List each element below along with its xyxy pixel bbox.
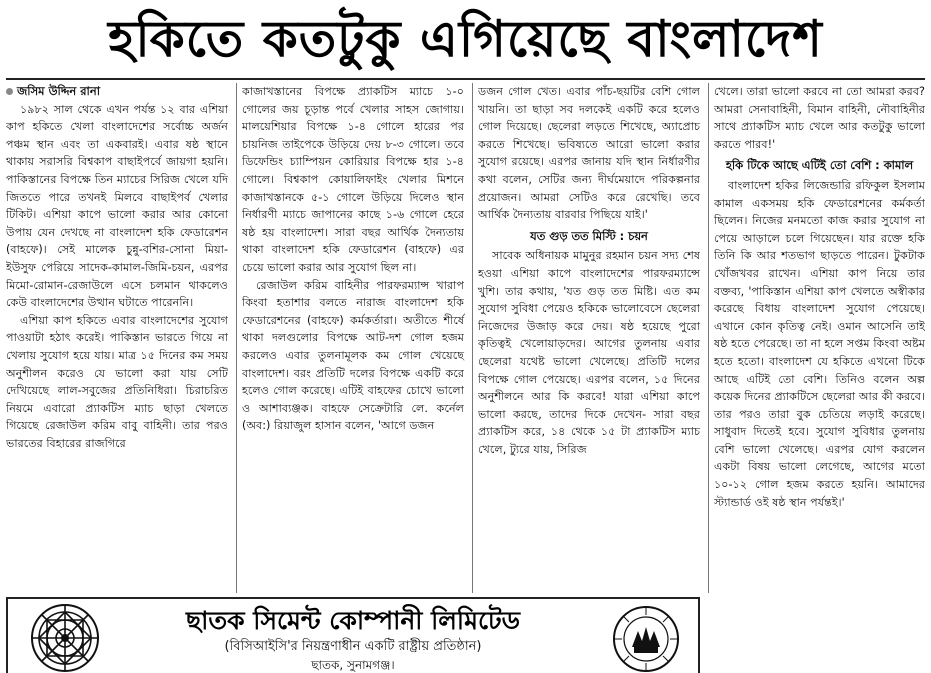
company-logo-icon bbox=[30, 603, 100, 673]
ad-location: ছাতক, সুনামগঞ্জ। bbox=[311, 658, 395, 672]
column-2 bbox=[242, 83, 470, 593]
column-divider bbox=[472, 83, 473, 593]
column-3 bbox=[478, 83, 706, 593]
bullet-icon bbox=[6, 88, 13, 95]
column-4 bbox=[714, 83, 925, 593]
ad-subtitle: (বিসিআইসি'র নিয়ন্ত্রণাধীন একটি রাষ্ট্রীয় প্রতিষ্ঠান) bbox=[224, 639, 482, 654]
paragraph: এশিয়া কাপ হকিতে এবার বাংলাদেশের সুযোগ পাওয়াটা হঠাৎ করেই। পাকিস্তান ভারতে গিয়ে না খেলায় সুযোগ হয়ে যায়। মাত্র ১৫ দিনের কম সময় অনুশীলন করেও যে ভালো করা যায় সেটি দেখিয়েছে লাল-সবুজের প্রতিনিধিরা। চিরাচরিত নিয়মে এবারো প্র্যাকটিস ম্যাচ ছাড়া খেলতে গিয়েছে রেজাউল করিম বাবু বাহিনী। তার পরও ভারতের বিহারের রাজগিরে bbox=[6, 313, 228, 450]
paragraph: ১৯৮২ সাল থেকে এখন পর্যন্ত ১২ বার এশিয়া কাপ হকিতে খেলা বাংলাদেশের সর্বোচ্চ অর্জন পঞ্চম স্থান এবং তা একবারই। এবার ষষ্ঠ স্থানে থাকায় সরাসরি বিশ্বকাপ বাছাইপর্বে জায়গা হয়নি। পাকিস্তানের বিপক্ষে তিন ম্যাচের সিরিজ খেলে যদি জিততে পারে তখনই মিলবে বাছাইপর্ব খেলার টিকিট। এশিয়া কাপে ভালো করার আর কোনো উপায় যেন দেখছে না বাংলাদেশ হকি ফেডারেশন (বাহফে)। সেই মালেক চুন্নু-বশির-সোনা মিয়া-ইউসুফ পেরিয়ে সাদেক-কামাল-জিমি-চয়ন, এরপর মিমো-রোমান-রেজাউলে এসে চলমান থাকলেও কেউ বাংলাদেশের উত্থান ঘটাতে পারেননি। bbox=[6, 102, 228, 310]
headline: হকিতে কতটুকু এগিয়েছে বাংলাদেশ bbox=[108, 10, 823, 68]
advertisement-box bbox=[6, 597, 700, 673]
column-1 bbox=[6, 83, 234, 593]
subheading-choyon: যত গুড় তত মিস্টি : চয়ন bbox=[530, 228, 648, 243]
author-name: জসিম উদ্দিন রানা bbox=[17, 84, 101, 98]
column-divider bbox=[236, 83, 237, 593]
paragraph: কাজাখস্তানের বিপক্ষে প্র্যাকটিস ম্যাচে ১-০ গোলের জয় চূড়ান্ত পর্বে খেলার সাহস জোগায়। মালয়েশিয়ার বিপক্ষে ১-৪ গোলে হারের পর চায়নিজ তাইপেকে উড়িয়ে দেয় ৮-৩ গোলে। তবে ডিফেন্ডিং চ্যাম্পিয়ন কোরিয়ার বিপক্ষে হার ১-৪ গোলে। বিশ্বকাপ কোয়ালিফাইং খেলার মিশনে কাজাখস্তানকে ৫-১ গোলে উড়িয়ে দিলেও স্থান নির্ধারণী ম্যাচে জাপানের কাছে ১-৬ গোলে হেরে ষষ্ঠ হয় বাংলাদেশ। সারা বছর আর্থিক দৈন্যতায় থাকা বাংলাদেশ হকি ফেডারেশন (বাহফে) এর চেয়ে ভালো করার আর সুযোগ ছিল না। bbox=[242, 85, 464, 274]
paragraph: বাংলাদেশ হকির লিজেন্ডারি রফিকুল ইসলাম কামাল একসময় হকি ফেডারেশনের কর্মকর্তা ছিলেন। নিজের মনমতো কাজ করার সুযোগ না পেয়ে আড়ালে চলে গিয়েছেন। যার রক্তে হকি তিনি কি আর শতভাগ ছাড়তে পারেন। টুকটাক খোঁজখবর রাখেন। এশিয়া কাপ নিয়ে তার বক্তব্য, 'পাকিস্তান এশিয়া কাপ খেলতে অস্বীকার করেছে বিধায় বাংলাদেশ সুযোগ পেয়েছে। এখানে কোন কৃতিত্ব নেই। ওমান আসেনি তাই ষষ্ঠ হতে পেরেছে। তা না হলে সপ্তম কিংবা অষ্টম হতে হতো। বাংলাদেশ যে হকিতে এখনো টিকে আছে এটিই তো বেশি। তিনিও বলেন অল্প কয়েক দিনের প্র্যাকটিসে ছেলেরা আর কী করবে। তার পরও তারা বুক চেতিয়ে লড়াই করেছে। সাধুবাদ দিতেই হবে। সুযোগ সুবিধার তুলনায় বেশি ভালো খেলেছে। এরপর যোগ করলেন একটা বিষয় ভালো লেগেছে, আগের মতো ১০-১২ গোল হজম করতে হয়নি। আমাদের স্ট্যান্ডার্ড ওই ষষ্ঠ স্থান পর্যন্তই।' bbox=[714, 178, 925, 509]
byline bbox=[6, 83, 228, 101]
company-seal-icon bbox=[612, 603, 680, 673]
paragraph: খেলে। তারা ভালো করবে না তো আমরা করব? আমরা সেনাবাহিনী, বিমান বাহিনী, নৌবাহিনীর সাথে প্র্যাকটিস ম্যাচ খেলে আর কতটুকু ভালো করতে পারব!' bbox=[714, 85, 925, 151]
article-body bbox=[6, 83, 925, 593]
paragraph: রেজাউল করিম বাহিনীর পারফরম্যান্স খারাপ কিংবা হতাশার বলতে নারাজ বাংলাদেশ হকি ফেডারেশনের (বাহফে) কর্মকর্তারা। অতীতে শীর্ষে থাকা দলগুলোর বিপক্ষে আট-দশ গোল হজম করলেও এবার তুলনামূলক কম গোল খেয়েছে বাংলাদেশ। বরং প্রতিটি দলের বিপক্ষে একটি করে হলেও গোল করেছে। এটিই বাহফের চোখে ভালো ও আশাব্যঞ্জক। বাহফে সেক্রেটারি লে. কর্নেল (অব:) রিয়াজুল হাসান বলেন, 'আগে ডজন bbox=[242, 278, 464, 433]
headline-rule bbox=[6, 78, 925, 80]
paragraph: সাবেক অধিনায়ক মামুনুর রহমান চয়ন সদ্য শেষ হওয়া এশিয়া কাপে বাংলাদেশের পারফরম্যান্সে খুশি। তার কথায়, 'যত গুড় তত মিষ্টি। এত কম সুযোগ সুবিধা পেয়েও হকিকে ভালোবেসে ছেলেরা নিজেদের উজাড় করে দেয়। ষষ্ঠ হয়েছে পুরো কৃতিত্বই খেলোয়াড়দের। আগের তুলনায় এবার ছেলেরা যথেষ্ট ভালো খেলেছে। প্রতিটি দলের বিপক্ষে গোল পেয়েছে। এরপর বলেন, ১৫ দিনের অনুশীলনে আর কি করবে! যারা এশিয়া কাপে ভালো করছে, তাদের দিকে দেখেন- সারা বছর প্র্যাকটিস করে, ১৪ থেকে ১৫ টা প্র্যাকটিস ম্যাচ খেলে, ট্যুরে যায়, সিরিজ bbox=[478, 249, 700, 456]
subheading-kamal: হকি টিকে আছে এটিই তো বেশি : কামাল bbox=[725, 158, 914, 173]
paragraph: ডজন গোল খেত। এবার পাঁচ-ছয়টির বেশি গোল খায়নি। তা ছাড়া সব দলকেই একটি করে হলেও গোল দিয়েছে। ছেলেরা লড়তে শিখেছে, অ্যাপ্রোচ করতে শিখেছে। ভবিষ্যতে আরো ভালো করার সুযোগ রয়েছে। এরপর জানায় যদি স্থান নির্ধারণীর কথা বলেন, সেটির জন্য দীর্ঘমেয়াদে পরিকল্পনার প্রয়োজন। আমরা সেটিও করে রেখেছি। তবে আর্থিক দৈন্যতায় বারবার পিছিয়ে যাই।' bbox=[478, 85, 700, 222]
ad-company-name: ছাতক সিমেন্ট কোম্পানী লিমিটেড bbox=[185, 606, 521, 635]
column-divider bbox=[708, 83, 709, 593]
